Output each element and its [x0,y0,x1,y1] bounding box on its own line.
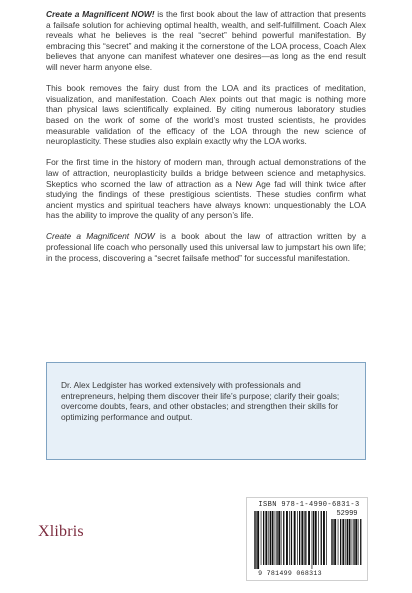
author-bio-box [46,362,366,460]
isbn-barcode [246,497,368,581]
author-bio-text: Dr. Alex Ledgister has worked extensively with professionals and entrepreneurs, helping them discover their life’s purpose; clarify their goals; overcome doubts, fears, and other obstacles; and strengthen their skills for optimizing performance and output. [61,380,340,422]
book-title-bold: Create a Magnificent NOW! [46,9,155,19]
blurb-paragraph-3: For the first time in the history of modern man, through actual demonstrations of the law of attraction, neuroplasticity builds a bridge between science and metaphysics. Skeptics who scorned the law of attraction as a New Age fad will think twice after studying the findings of these prestigious scientists. These studies confirm what ancient mystics and spiritual teachers have always known: unquestionably the LOA has the ability to improve the quality of any person’s life. [46,157,366,221]
addon-barcode-bars [331,519,363,569]
blurb-paragraph-4-body: is a book about the law of attraction written by a professional life coach who personally used this universal law to jumpstart his own life; in the process, discovering a “secret failsafe method” for successful manifestation. [46,231,366,263]
ean-number: 9 781499 068313 [258,570,322,577]
blurb-paragraph-1 [46,9,366,73]
book-title-italic: Create a Magnificent NOW [46,231,155,242]
price-code: 52999 [336,510,358,518]
ean-barcode-bars [254,511,328,569]
isbn-text: ISBN 978-1-4990-6831-3 [258,501,360,509]
blurb-paragraph-2: This book removes the fairy dust from the LOA and its practices of meditation, visualization, and manifestation. Coach Alex points out that magic is nothing more than physical laws scientifically explained. By citing numerous laboratory studies based on the work of some of the world’s most trusted scientists, he provides measurable validation of the efficacy of the LOA through the new science of neuroplasticity. These studies also explain exactly why the LOA works. [46,83,366,147]
blurb-paragraph-1-body: is the first book about the law of attraction that presents a failsafe solution for achieving optimal health, wealth, and self-fulfillment. Coach Alex reveals what he believes is the real “secret” behind powerful manifestation. By embracing this “secret” and making it the cornerstone of the LOA process, Coach Alex believes that anyone can manifest whatever one desires—as long as the end result will never harm anyone else. [46,9,366,72]
blurb-paragraph-4 [46,231,366,263]
back-cover-blurb [46,9,366,274]
publisher-logo: Xlibris [38,523,84,540]
